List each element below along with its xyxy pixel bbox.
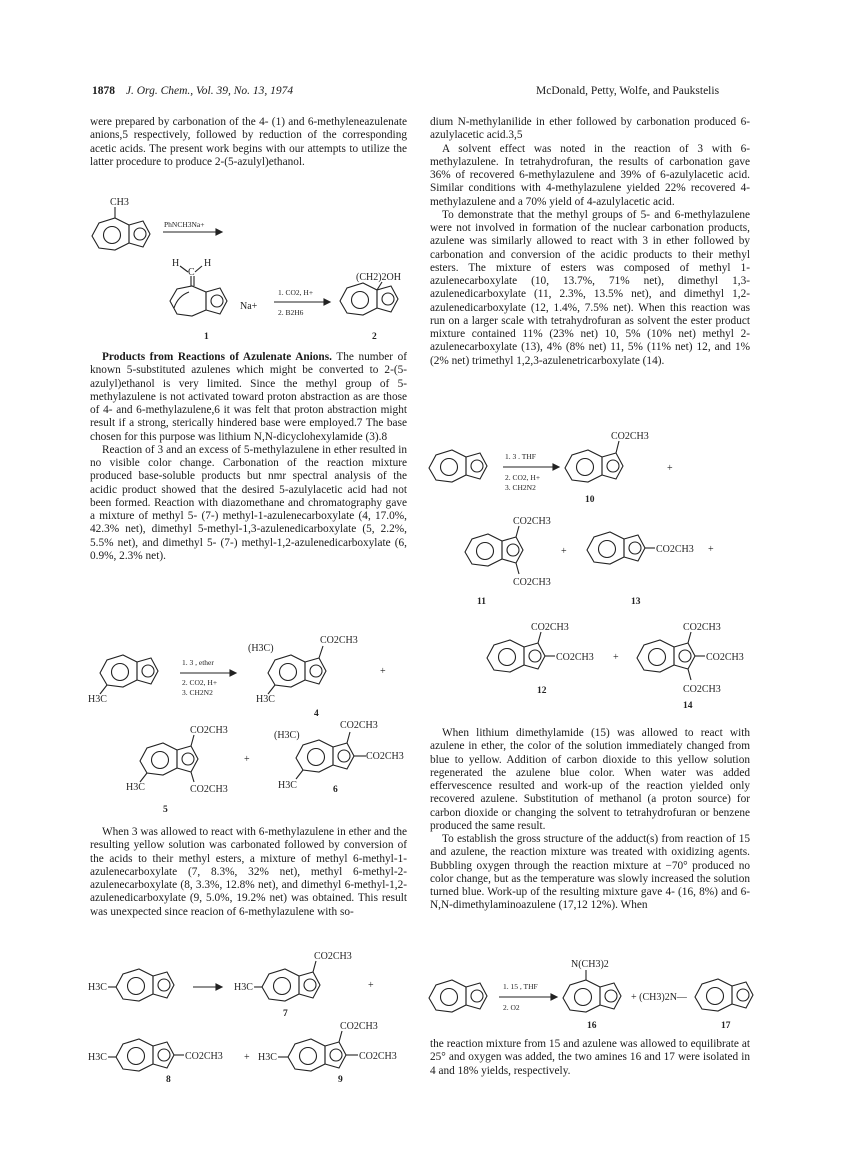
step2-label: 2. CO2, H+ bbox=[182, 678, 218, 687]
plus-sign: + bbox=[368, 980, 374, 991]
azulene-structure bbox=[92, 207, 150, 250]
right-col-mid bbox=[430, 727, 750, 913]
ch3-label: CH3 bbox=[110, 197, 129, 208]
compound-10-label: 10 bbox=[585, 495, 595, 505]
plus-sign: + bbox=[667, 463, 673, 474]
compound-9-label: 9 bbox=[338, 1075, 343, 1085]
page-number: 1878 bbox=[92, 85, 115, 97]
right-col-top bbox=[430, 116, 750, 368]
sodium-cation-label: Na+ bbox=[240, 301, 258, 312]
right-col-para5: To establish the gross structure of the adduct(s) from reaction of 15 and azulene, the reaction mixture was treated with oxidizing agents. Bubbling oxygen through the reaction mixture at −70° produced no color change, but as the temperature was slowly increased the solution turned blue. Work-up of the resulting mixture gave 4- (16, 8%) and 6-N,N-dimethylaminoazulene (17,12 12%). When bbox=[430, 833, 750, 912]
ester-7-structure bbox=[254, 961, 320, 1001]
running-header-authors: McDonald, Petty, Wolfe, and Paukstelis bbox=[536, 85, 720, 97]
h3c-start-label: H3C bbox=[88, 694, 107, 705]
h-left-label: H bbox=[172, 258, 180, 269]
right-col-para3: To demonstrate that the methyl groups of 5- and 6-methylazulene were not involved in formation of the nuclear carbonation products, azulene was similarly allowed to react with 3 in ether followed by carbonation and conversion of the acidic products to their methyl esters. The mixture of esters was composed of methyl 1-azulenecarboxylate (10, 13.7%, 71% net), dimethyl 1,3-azulenedicarboxylate (11, 2.3%, 13.5% net), and dimethyl 1,2-azulenedicarboxylate (12, 1.4%, 7.5% net). When this reaction was run on a larger scale with tetrahydrofuran as solvent the ester product mixture contained 11% (23% net) 10, 5% (10% net) methyl 2-azulenecarboxylate (13), 4% (8% net) 11, 5% (11% net) 12, and 1% (2% net) trimethyl 1,2,3-azulenetricarboxylate (14). bbox=[430, 208, 750, 367]
plus-sign: + bbox=[380, 666, 386, 677]
amine-16-structure bbox=[563, 970, 621, 1012]
dimethylamino-16-label: N(CH3)2 bbox=[571, 959, 609, 970]
step2-label: 2. B2H6 bbox=[278, 308, 304, 317]
compound-17-label: 17 bbox=[721, 1021, 731, 1031]
ester-13-structure bbox=[587, 532, 655, 564]
compound-1-label: 1 bbox=[204, 332, 209, 342]
compound-11-label: 11 bbox=[477, 597, 486, 607]
co2ch3-8-label: CO2CH3 bbox=[185, 1051, 223, 1062]
azulene-structure bbox=[429, 980, 487, 1012]
co2ch3-9b-label: CO2CH3 bbox=[359, 1051, 397, 1062]
step1-label: 1. 3 , ether bbox=[182, 658, 214, 667]
compound-14-label: 14 bbox=[683, 701, 693, 711]
compound-4-label: 4 bbox=[314, 709, 319, 719]
compound-6-label: 6 bbox=[333, 785, 338, 795]
co2ch3-5a-label: CO2CH3 bbox=[190, 725, 228, 736]
h3c-paren-label: (H3C) bbox=[248, 643, 274, 654]
co2ch3-12b-label: CO2CH3 bbox=[556, 652, 594, 663]
co2ch3-11a-label: CO2CH3 bbox=[513, 516, 551, 527]
left-col-para1: were prepared by carbonation of the 4- (1) and 6-methyleneazulenate anions,5 respectively, followed by reduction of the corresponding acetic acids. The present work begins with our attempts to utilize the latter procedure to produce 2-(5-azulyl)ethanol. bbox=[90, 116, 407, 168]
6-methylazulene-structure bbox=[108, 969, 174, 1001]
left-col-para3: Reaction of 3 and an excess of 5-methylazulene in ether resulted in no visible color change. Carbonation of the reaction mixture produced base-soluble products but nmr spectral analysis of the acidic product showed that the desired 5-azulylacetic acid had not been formed. Reaction with diazomethane and chromatography gave a mixture of methyl 5- (7-) methyl-1-azulenecarboxylate (4, 17.0%, 42.3% net), dimethyl 5-methyl-1,3-azulenedicarboxylate (5, 2.2%, 5.5% net), and dimethyl 5- (7-) methyl-1,2-azulenedicarboxylate (6, 0.9%, 2.3% net). bbox=[90, 443, 407, 562]
h3c-6-label: H3C bbox=[278, 780, 297, 791]
co2ch3-6a-label: CO2CH3 bbox=[340, 720, 378, 731]
ester-8-structure bbox=[108, 1039, 184, 1071]
co2ch3-6b-label: CO2CH3 bbox=[366, 751, 404, 762]
left-col-para4: When 3 was allowed to react with 6-methylazulene in ether and the resulting yellow solution was carbonated followed by conversion of the acids to their methyl esters, a mixture of methyl 6-methyl-1-azulenecarboxylate (7, 8.3%, 32% net), methyl 6-methyl-2-azulenecarboxylate (8, 3.3%, 12.8% net), and dimethyl 6-methyl-1,2-azulenedicarboxylate (9, 5.0%, 19.2% net) was obtained. This result was unexpected since reacion of 6-methylazulene with so- bbox=[90, 826, 407, 918]
left-col-body bbox=[90, 351, 407, 563]
ester-4-structure bbox=[268, 646, 326, 694]
right-col-para4: When lithium dimethylamide (15) was allowed to react with azulene in ether, the color of the solution immediately changed from blue to yellow. Addition of carbon dioxide to this yellow solution regenerated the azulene blue color. When water was added effervescence resulted and work-up of the reaction yielded only recovered azulene. Substitution of methanol (a proton source) for carbon dioxide or changing the solvent to tetrahydrofuran or benzene produced the same result. bbox=[430, 727, 750, 832]
step3-label: 3. CH2N2 bbox=[505, 483, 536, 492]
co2ch3-14a-label: CO2CH3 bbox=[683, 622, 721, 633]
co2ch3-7-label: CO2CH3 bbox=[314, 951, 352, 962]
plus-sign: + bbox=[708, 544, 714, 555]
journal-citation: J. Org. Chem., Vol. 39, No. 13, 1974 bbox=[125, 85, 294, 97]
co2ch3-4-label: CO2CH3 bbox=[320, 635, 358, 646]
right-col-para1: dium N-methylanilide in ether followed by carbonation produced 6-azulylacetic acid.3,5 bbox=[430, 116, 750, 142]
right-col-para2: A solvent effect was noted in the reaction of 3 with 6-methylazulene. In tetrahydrofuran, the results of carbonation gave 36% of recovered 6-methylazulene and 39% of 6-azulylacetic acid. Similar conditions with 4-methylazulene yielded 22% recovered 4-methylazulene and a 70% yield of 4-azulylacetic acid. bbox=[430, 142, 750, 208]
scheme-4-figure bbox=[425, 430, 760, 720]
section-title: Products from Reactions of Azulenate Anions. bbox=[102, 351, 332, 363]
step1-label: 1. 15 , THF bbox=[503, 982, 538, 991]
c-label: C bbox=[188, 267, 195, 278]
scheme-5-figure bbox=[425, 956, 760, 1034]
reagent-label: PhNCH3Na+ bbox=[164, 220, 205, 229]
plus-sign: + bbox=[244, 1052, 250, 1063]
h3c-8-label: H3C bbox=[88, 1052, 107, 1063]
step3-label: 3. CH2N2 bbox=[182, 688, 213, 697]
anion-1-structure bbox=[170, 286, 227, 316]
h3c-4-label: H3C bbox=[256, 694, 275, 705]
h3c-start-label: H3C bbox=[88, 982, 107, 993]
compound-5-label: 5 bbox=[163, 805, 168, 815]
compound-13-label: 13 bbox=[631, 597, 641, 607]
ester-10-structure bbox=[565, 441, 623, 482]
plus-sign: + bbox=[613, 652, 619, 663]
co2ch3-5b-label: CO2CH3 bbox=[190, 784, 228, 795]
co2ch3-12a-label: CO2CH3 bbox=[531, 622, 569, 633]
step1-label: 1. 3 . THF bbox=[505, 452, 536, 461]
h3c-paren-6-label: (H3C) bbox=[274, 730, 300, 741]
step2-label: 2. CO2, H+ bbox=[505, 473, 541, 482]
triester-14-structure bbox=[637, 632, 705, 680]
compound-16-label: 16 bbox=[587, 1021, 597, 1031]
step2-label: 2. O2 bbox=[503, 1003, 520, 1012]
alcohol-2-structure bbox=[340, 282, 398, 315]
co2ch3-9a-label: CO2CH3 bbox=[340, 1021, 378, 1032]
running-header-left bbox=[92, 85, 293, 97]
compound-2-label: 2 bbox=[372, 332, 377, 342]
plus-sign: + bbox=[244, 754, 250, 765]
h3c-9-label: H3C bbox=[258, 1052, 277, 1063]
diester-9-structure bbox=[278, 1031, 358, 1071]
amine-17-structure bbox=[695, 979, 753, 1011]
h3c-5-label: H3C bbox=[126, 782, 145, 793]
azulene-structure bbox=[429, 450, 487, 482]
diester-5-structure bbox=[140, 735, 198, 782]
co2ch3-14b-label: CO2CH3 bbox=[706, 652, 744, 663]
scheme-2-figure bbox=[88, 628, 418, 822]
scheme-1-figure bbox=[88, 196, 418, 348]
dimethylamino-17-label: + (CH3)2N— bbox=[631, 992, 687, 1003]
methylazulene-structure bbox=[100, 655, 158, 694]
scheme-3-figure bbox=[88, 951, 418, 1086]
plus-sign: + bbox=[561, 546, 567, 557]
step1-label: 1. CO2, H+ bbox=[278, 288, 314, 297]
right-col-para6: the reaction mixture from 15 and azulene was allowed to equilibrate at 25° and oxygen was added, the two amines 16 and 17 were isolated in 4 and 18% yields, respectively. bbox=[430, 1038, 750, 1077]
left-col-para2: The number of known 5-substituted azulenes which might be converted to 2-(5-azulyl)ethanol is very limited. Since the methyl group of 5-methylazulene is not activated toward proton abstraction as are those of 4- and 6-methylazulene,6 it was felt that proton abstraction might result if a strong, sterically hindered base were employed.7 The base chosen for this purpose was lithium N,N-dicyclohexylamide (3).8 bbox=[90, 351, 408, 443]
diester-6-structure bbox=[296, 732, 366, 779]
co2ch3-10-label: CO2CH3 bbox=[611, 431, 649, 442]
compound-12-label: 12 bbox=[537, 686, 547, 696]
h-right-label: H bbox=[204, 258, 212, 269]
diester-11-structure bbox=[465, 526, 523, 574]
co2ch3-14c-label: CO2CH3 bbox=[683, 684, 721, 695]
compound-8-label: 8 bbox=[166, 1075, 171, 1085]
h3c-7-label: H3C bbox=[234, 982, 253, 993]
co2ch3-13-label: CO2CH3 bbox=[656, 544, 694, 555]
compound-7-label: 7 bbox=[283, 1009, 288, 1019]
ethanol-group-label: (CH2)2OH bbox=[356, 272, 401, 283]
co2ch3-11b-label: CO2CH3 bbox=[513, 577, 551, 588]
diester-12-structure bbox=[487, 632, 555, 672]
